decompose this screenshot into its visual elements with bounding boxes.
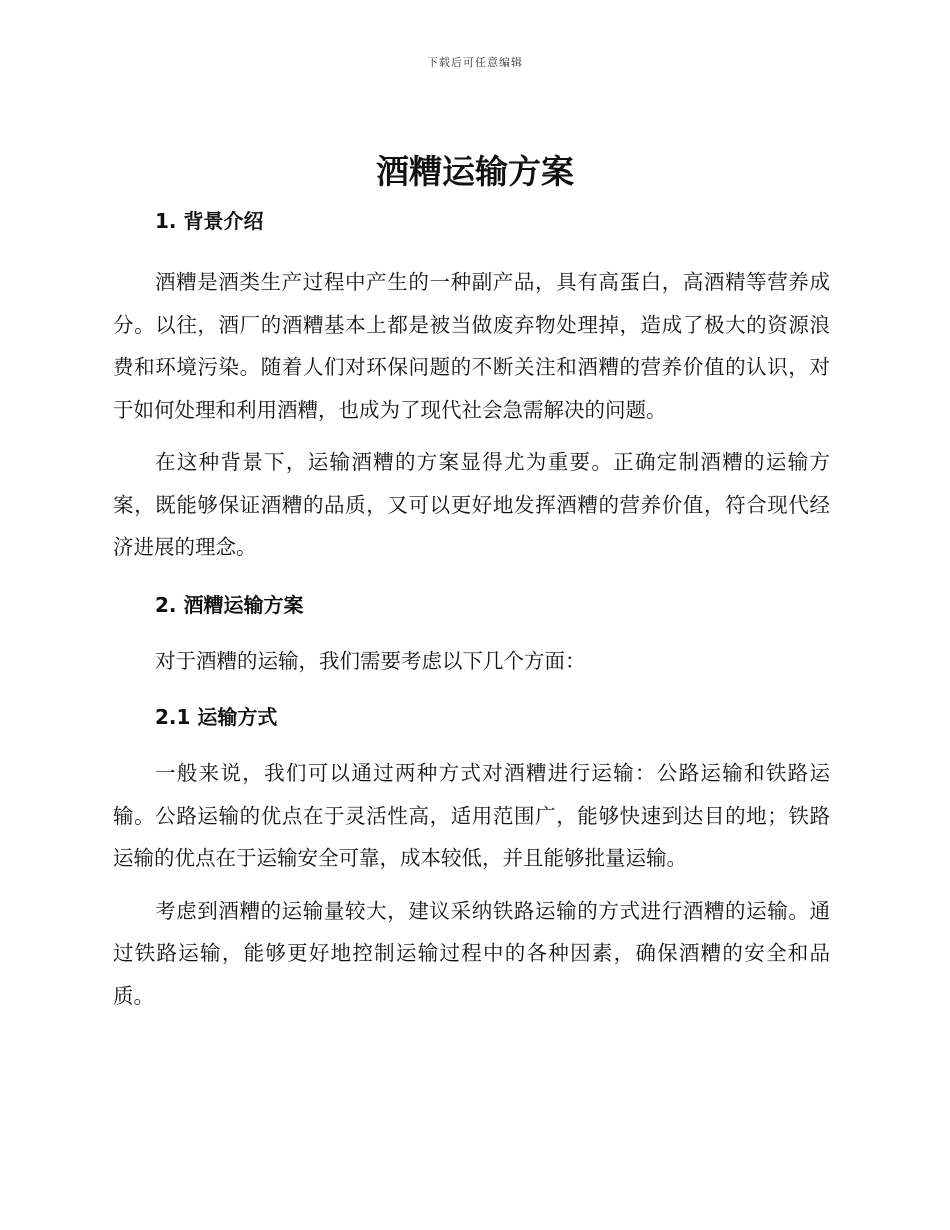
section-heading-background: 1. 背景介绍: [155, 209, 264, 233]
document-body: [113, 200, 830, 1017]
paragraph-transport-plan-1: 对于酒糟的运输，我们需要考虑以下几个方面：: [155, 648, 586, 673]
paragraph-transport-mode-1: 一般来说，我们可以通过两种方式对酒糟进行运输：公路运输和铁路运输。公路运输的优点在于灵活性高，适用范围广，能够快速到达目的地；铁路运输的优点在于运输安全可靠，成本较低，并且能够批量运输。: [113, 761, 830, 870]
section-heading-transport-mode: 2.1 运输方式: [155, 705, 278, 729]
section-heading-transport-plan: 2. 酒糟运输方案: [155, 592, 304, 617]
paragraph-background-2: 在这种背景下，运输酒糟的方案显得尤为重要。正确定制酒糟的运输方案，既能够保证酒糟的品质，又可以更好地发挥酒糟的营养价值，符合现代经济进展的理念。: [113, 450, 830, 559]
document-title: 酒糟运输方案: [376, 152, 574, 191]
page-header-note: 下载后可任意编辑: [427, 56, 523, 69]
paragraph-background-1: 酒糟是酒类生产过程中产生的一种副产品，具有高蛋白，高酒精等营养成分。以往，酒厂的酒糟基本上都是被当做废弃物处理掉，造成了极大的资源浪费和环境污染。随着人们对环保问题的不断关注和酒糟的营养价值的认识，对于如何处理和利用酒糟，也成为了现代社会急需解决的问题。: [113, 270, 830, 422]
paragraph-transport-mode-2: 考虑到酒糟的运输量较大，建议采纳铁路运输的方式进行酒糟的运输。通过铁路运输，能够更好地控制运输过程中的各种因素，确保酒糟的安全和品质。: [113, 898, 830, 1008]
